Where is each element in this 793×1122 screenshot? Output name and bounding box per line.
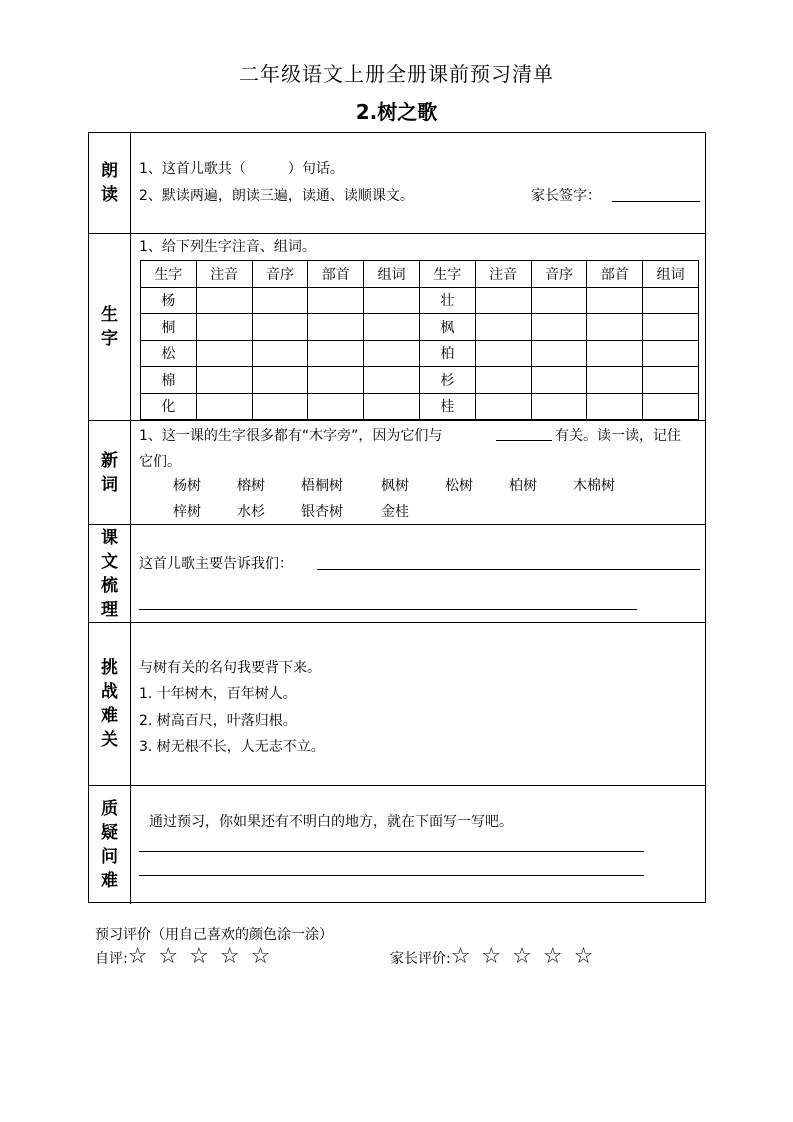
blank-cell[interactable] [643,367,699,394]
word-item: 梧桐树 [301,478,343,494]
blank-cell[interactable] [196,367,252,394]
word-item: 柏树 [509,478,537,494]
blank-cell[interactable] [252,287,308,314]
character-cell: 壮 [419,287,475,314]
blank-cell[interactable] [475,314,531,341]
reading-task: 2、默读两遍，朗读三遍，读通、读顺课文。 [139,188,414,204]
word-item: 木棉树 [573,478,615,494]
blank-cell[interactable] [364,314,420,341]
summary-label: 课 文 梳 理 [89,525,131,622]
document-title: 二年级语文上册全册课前预习清单 [239,62,554,86]
questions-label: 质 疑 问 难 [89,786,131,904]
summary-prompt: 这首儿歌主要告诉我们： [139,556,293,572]
blank-cell[interactable] [531,393,587,420]
blank-cell[interactable] [475,367,531,394]
reading-section [89,133,705,234]
fill-blank-line[interactable] [496,440,552,441]
reading-label: 朗 读 [89,133,131,233]
blank-cell[interactable] [531,287,587,314]
blank-cell[interactable] [587,340,643,367]
blank-cell[interactable] [643,314,699,341]
header-cell: 注音 [196,261,252,288]
word-item: 榕树 [237,478,265,494]
quote-item: 1. 十年树木，百年树人。 [139,686,297,702]
lesson-title: 2.树之歌 [355,100,438,124]
character-cell: 桐 [141,314,197,341]
word-item: 金桂 [381,504,409,520]
blank-cell[interactable] [308,287,364,314]
word-item: 杨树 [173,478,201,494]
character-cell: 棉 [141,367,197,394]
word-item: 枫树 [381,478,409,494]
header-cell: 生字 [419,261,475,288]
blank-cell[interactable] [196,393,252,420]
blank-cell[interactable] [252,393,308,420]
blank-cell[interactable] [364,367,420,394]
word-item: 松树 [445,478,473,494]
blank-cell[interactable] [475,340,531,367]
header-cell: 部首 [308,261,364,288]
character-cell: 松 [141,340,197,367]
blank-cell[interactable] [531,314,587,341]
preview-checklist-table [88,132,706,903]
blank-cell[interactable] [587,393,643,420]
blank-cell[interactable] [531,367,587,394]
characters-instruction: 1、给下列生字注音、组词。 [139,239,316,255]
parent-rating-stars[interactable]: ☆ ☆ ☆ ☆ ☆ [450,944,596,969]
blank-cell[interactable] [475,393,531,420]
character-cell: 桂 [419,393,475,420]
new-words-section [89,421,705,525]
blank-cell[interactable] [196,314,252,341]
blank-cell[interactable] [308,340,364,367]
table-row [141,367,699,394]
table-row [141,314,699,341]
word-item: 水杉 [237,504,265,520]
blank-cell[interactable] [308,314,364,341]
quote-item: 2. 树高百尺，叶落归根。 [139,713,297,729]
blank-cell[interactable] [196,340,252,367]
header-cell: 部首 [587,261,643,288]
evaluation-title: 预习评价（用自己喜欢的颜色涂一涂） [95,927,333,943]
blank-cell[interactable] [252,367,308,394]
summary-section [89,525,705,623]
question-answer-line[interactable] [139,875,644,876]
sentence-count-question: 1、这首儿歌共（ ）句话。 [139,161,344,177]
questions-section [89,786,705,904]
challenge-intro: 与树有关的名句我要背下来。 [139,660,321,676]
blank-cell[interactable] [364,340,420,367]
word-item: 梓树 [173,504,201,520]
new-characters-table [140,260,699,420]
blank-cell[interactable] [587,287,643,314]
blank-cell[interactable] [364,393,420,420]
character-cell: 柏 [419,340,475,367]
challenge-section [89,623,705,786]
blank-cell[interactable] [308,367,364,394]
quote-item: 3. 树无根不长，人无志不立。 [139,739,325,755]
summary-answer-line[interactable] [139,609,637,610]
parent-evaluation [390,944,595,969]
header-cell: 组词 [364,261,420,288]
blank-cell[interactable] [364,287,420,314]
table-header-row [141,261,699,288]
characters-section [89,234,705,421]
blank-cell[interactable] [308,393,364,420]
challenge-label: 挑 战 难 关 [89,623,131,785]
blank-cell[interactable] [587,367,643,394]
new-words-intro-line2: 它们。 [139,454,181,470]
new-words-label: 新 词 [89,421,131,524]
question-answer-line[interactable] [139,851,644,852]
header-cell: 音序 [531,261,587,288]
header-cell: 音序 [252,261,308,288]
table-row [141,393,699,420]
new-words-intro: 1、这一课的生字很多都有“木字旁”，因为它们与 [139,428,443,444]
blank-cell[interactable] [252,314,308,341]
blank-cell[interactable] [531,340,587,367]
word-item: 银杏树 [301,504,343,520]
parent-evaluation-label: 家长评价: [390,951,451,967]
self-rating-stars[interactable]: ☆ ☆ ☆ ☆ ☆ [127,944,273,969]
character-cell: 杨 [141,287,197,314]
parent-sign-label: 家长签字： [531,188,601,204]
blank-cell[interactable] [587,314,643,341]
characters-label: 生 字 [89,234,131,420]
blank-cell[interactable] [196,287,252,314]
table-row [141,287,699,314]
header-cell: 注音 [475,261,531,288]
blank-cell[interactable] [643,287,699,314]
header-cell: 生字 [141,261,197,288]
summary-answer-line[interactable] [317,569,700,570]
character-cell: 杉 [419,367,475,394]
parent-sign-line[interactable] [612,201,700,202]
blank-cell[interactable] [643,393,699,420]
table-row [141,340,699,367]
blank-cell[interactable] [475,287,531,314]
header-cell: 组词 [643,261,699,288]
self-evaluation [95,944,272,969]
blank-cell[interactable] [252,340,308,367]
questions-prompt: 通过预习，你如果还有不明白的地方，就在下面写一写吧。 [149,814,513,830]
self-evaluation-label: 自评: [95,951,128,967]
character-cell: 枫 [419,314,475,341]
blank-cell[interactable] [643,340,699,367]
new-words-intro-end: 有关。读一读，记住 [555,428,681,444]
character-cell: 化 [141,393,197,420]
